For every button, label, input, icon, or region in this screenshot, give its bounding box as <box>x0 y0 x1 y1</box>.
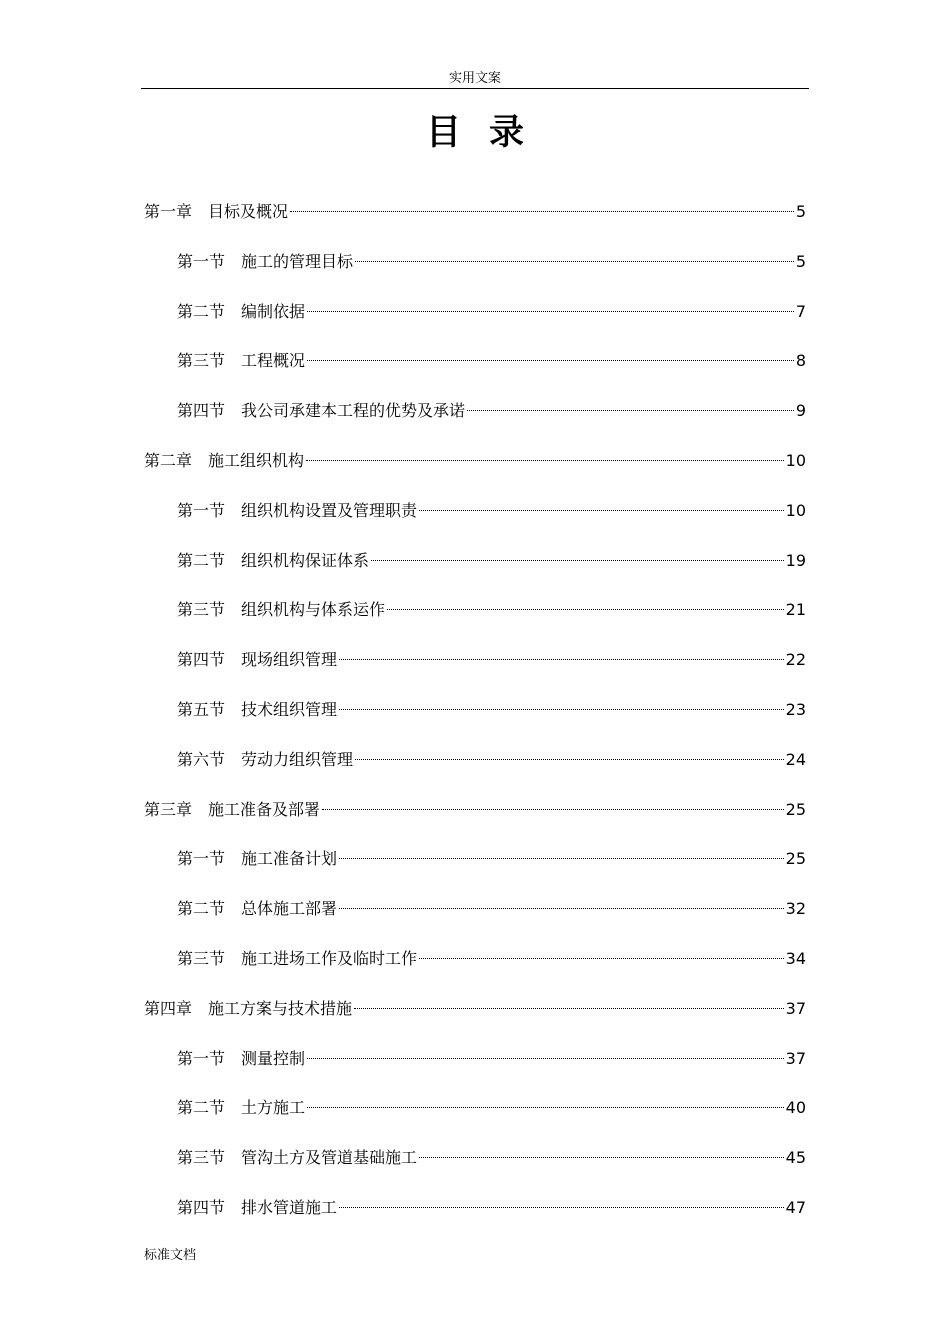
toc-entry-title: 组织机构与体系运作 <box>241 600 386 619</box>
toc-section-entry[interactable] <box>177 300 806 324</box>
page-title: 目录 <box>425 113 552 153</box>
toc-section-entry[interactable] <box>177 399 806 423</box>
toc-chapter-entry[interactable] <box>144 200 806 224</box>
toc-entry-title: 施工进场工作及临时工作 <box>241 949 418 968</box>
toc-entry-page: 5 <box>795 252 806 271</box>
toc-dot-leader <box>371 560 784 561</box>
toc-entry-number: 第三节 <box>177 351 226 370</box>
toc-entry-page: 23 <box>785 700 806 719</box>
toc-entry-title: 排水管道施工 <box>241 1198 338 1217</box>
toc-section-entry[interactable] <box>177 648 806 672</box>
toc-dot-leader <box>322 809 784 810</box>
toc-entry-page: 7 <box>795 302 806 321</box>
toc-entry-number: 第四节 <box>177 1198 226 1217</box>
toc-dot-leader <box>339 709 784 710</box>
toc-entry-number: 第四章 <box>144 999 193 1018</box>
toc-entry-title: 现场组织管理 <box>241 650 338 669</box>
toc-dot-leader <box>290 211 794 212</box>
toc-entry-title: 组织机构保证体系 <box>241 551 370 570</box>
toc-entry-number: 第三节 <box>177 600 226 619</box>
toc-entry-page: 5 <box>795 202 806 221</box>
toc-entry-page: 10 <box>785 501 806 520</box>
toc-entry-number: 第一节 <box>177 849 226 868</box>
toc-entry-number: 第四节 <box>177 401 226 420</box>
toc-dot-leader <box>339 1207 784 1208</box>
toc-dot-leader <box>307 1058 784 1059</box>
toc-dot-leader <box>355 759 784 760</box>
toc-entry-title: 我公司承建本工程的优势及承诺 <box>241 401 466 420</box>
toc-dot-leader <box>355 261 794 262</box>
toc-entry-title: 施工准备及部署 <box>208 800 321 819</box>
toc-entry-page: 22 <box>785 650 806 669</box>
toc-entry-number: 第一章 <box>144 202 193 221</box>
toc-entry-page: 45 <box>785 1148 806 1167</box>
toc-entry-title: 工程概况 <box>241 351 306 370</box>
toc-entry-number: 第四节 <box>177 650 226 669</box>
toc-entry-title: 施工组织机构 <box>208 451 305 470</box>
toc-dot-leader <box>339 908 784 909</box>
header-rule <box>141 88 809 89</box>
toc-entry-page: 25 <box>785 800 806 819</box>
toc-entry-title: 组织机构设置及管理职责 <box>241 501 418 520</box>
toc-entry-number: 第五节 <box>177 700 226 719</box>
toc-dot-leader <box>307 1107 784 1108</box>
page-header: 实用文案 <box>448 71 501 86</box>
toc-entry-title: 管沟土方及管道基础施工 <box>241 1148 418 1167</box>
toc-entry-number: 第二节 <box>177 302 226 321</box>
toc-entry-number: 第三章 <box>144 800 193 819</box>
toc-entry-page: 47 <box>785 1198 806 1217</box>
toc-section-entry[interactable] <box>177 1047 806 1071</box>
toc-entry-number: 第三节 <box>177 949 226 968</box>
toc-section-entry[interactable] <box>177 847 806 871</box>
toc-section-entry[interactable] <box>177 897 806 921</box>
toc-entry-title: 施工准备计划 <box>241 849 338 868</box>
toc-chapter-entry[interactable] <box>144 997 806 1021</box>
toc-section-entry[interactable] <box>177 1146 806 1170</box>
toc-section-entry[interactable] <box>177 349 806 373</box>
toc-entry-title: 目标及概况 <box>208 202 289 221</box>
toc-entry-title: 技术组织管理 <box>241 700 338 719</box>
toc-entry-page: 10 <box>785 451 806 470</box>
toc-entry-page: 19 <box>785 551 806 570</box>
toc-entry-number: 第一节 <box>177 501 226 520</box>
toc-dot-leader <box>307 311 794 312</box>
toc-section-entry[interactable] <box>177 250 806 274</box>
toc-entry-title: 编制依据 <box>241 302 306 321</box>
toc-section-entry[interactable] <box>177 947 806 971</box>
toc-entry-number: 第六节 <box>177 750 226 769</box>
toc-section-entry[interactable] <box>177 748 806 772</box>
toc-dot-leader <box>387 609 784 610</box>
toc-entry-page: 37 <box>785 999 806 1018</box>
toc-entry-title: 施工的管理目标 <box>241 252 354 271</box>
toc-entry-title: 劳动力组织管理 <box>241 750 354 769</box>
toc-entry-title: 总体施工部署 <box>241 899 338 918</box>
toc-entry-page: 37 <box>785 1049 806 1068</box>
toc-dot-leader <box>419 1157 784 1158</box>
toc-entry-page: 25 <box>785 849 806 868</box>
toc-dot-leader <box>419 510 784 511</box>
toc-entry-page: 8 <box>795 351 806 370</box>
page-footer: 标准文档 <box>144 1248 197 1263</box>
toc-section-entry[interactable] <box>177 698 806 722</box>
toc-dot-leader <box>306 460 784 461</box>
toc-entry-number: 第二章 <box>144 451 193 470</box>
toc-entry-number: 第二节 <box>177 1098 226 1117</box>
toc-entry-title: 测量控制 <box>241 1049 306 1068</box>
toc-chapter-entry[interactable] <box>144 449 806 473</box>
toc-section-entry[interactable] <box>177 1096 806 1120</box>
toc-section-entry[interactable] <box>177 1196 806 1220</box>
toc-entry-number: 第二节 <box>177 899 226 918</box>
toc-entry-page: 40 <box>785 1098 806 1117</box>
toc-section-entry[interactable] <box>177 499 806 523</box>
toc-section-entry[interactable] <box>177 549 806 573</box>
toc-dot-leader <box>339 659 784 660</box>
toc-entry-title: 土方施工 <box>241 1098 306 1117</box>
toc-entry-page: 21 <box>785 600 806 619</box>
toc-chapter-entry[interactable] <box>144 798 806 822</box>
toc-entry-page: 24 <box>785 750 806 769</box>
toc-section-entry[interactable] <box>177 598 806 622</box>
toc-entry-page: 9 <box>795 401 806 420</box>
toc-entry-title: 施工方案与技术措施 <box>208 999 353 1018</box>
toc-dot-leader <box>467 410 794 411</box>
toc-dot-leader <box>339 858 784 859</box>
toc-dot-leader <box>307 360 794 361</box>
toc-dot-leader <box>354 1008 784 1009</box>
toc-entry-number: 第一节 <box>177 1049 226 1068</box>
toc-entry-page: 32 <box>785 899 806 918</box>
toc-dot-leader <box>419 958 784 959</box>
toc-entry-number: 第二节 <box>177 551 226 570</box>
toc-entry-page: 34 <box>785 949 806 968</box>
toc-entry-number: 第一节 <box>177 252 226 271</box>
toc-entry-number: 第三节 <box>177 1148 226 1167</box>
